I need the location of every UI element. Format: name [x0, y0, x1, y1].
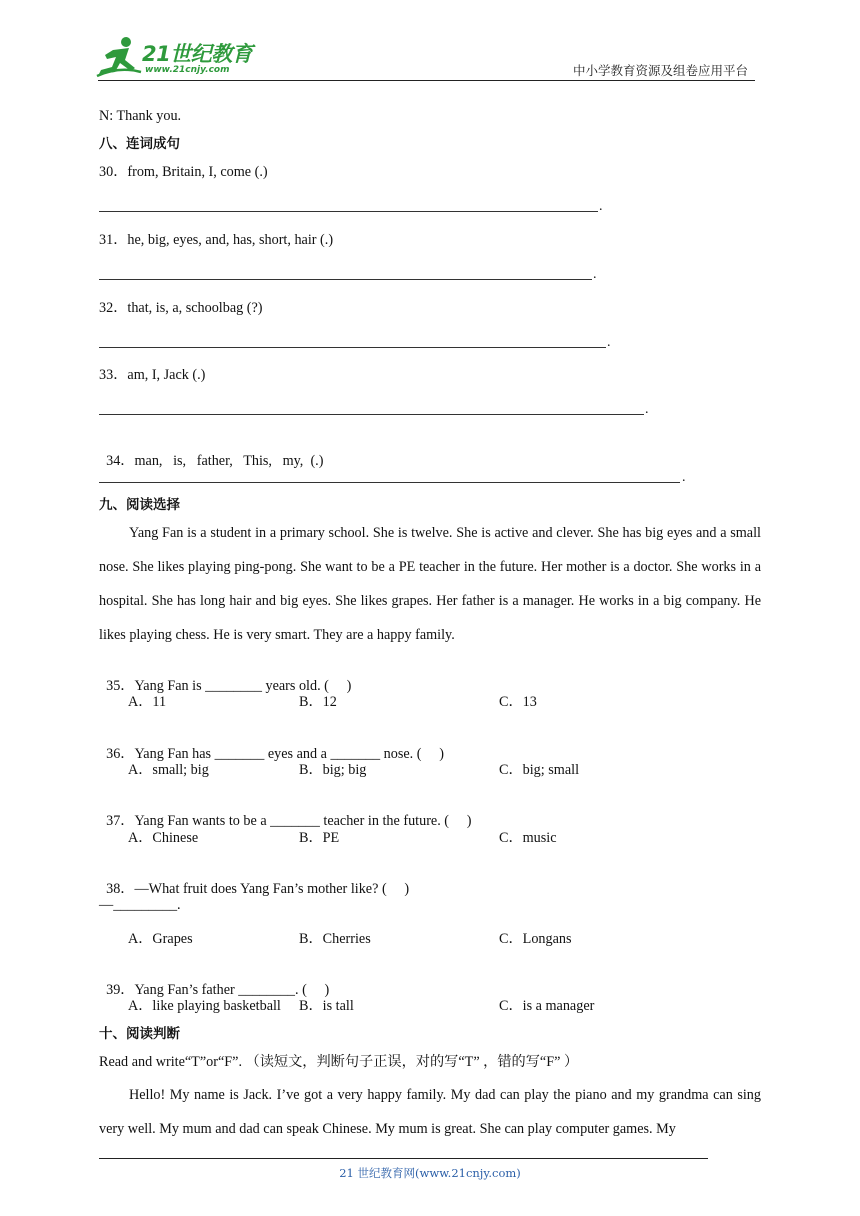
question-number: 39． — [106, 982, 135, 998]
question-37 — [99, 794, 472, 830]
answer-line-34[interactable] — [99, 482, 680, 483]
answer-end-mark: . — [599, 199, 603, 214]
question-32 — [99, 299, 263, 317]
option-c[interactable]: C．music — [499, 830, 557, 846]
section-10-instruction: Read and write“T”or“F”. （读短文，判断句子正误，对的写“T” ，错的写“F” ） — [99, 1054, 579, 1070]
question-38 — [99, 862, 409, 898]
option-c[interactable]: C．Longans — [499, 931, 572, 947]
option-a[interactable]: A．Chinese — [128, 830, 199, 846]
answer-end-mark: . — [593, 267, 597, 282]
answer-line-32[interactable] — [99, 347, 606, 348]
section-8-title: 八、连词成句 — [99, 136, 180, 152]
answer-line-31[interactable] — [99, 279, 592, 280]
option-a[interactable]: A．like playing basketball — [128, 998, 281, 1014]
question-number: 34． — [106, 453, 135, 469]
reading-passage-10: Hello! My name is Jack. I’ve got a very happy family. My dad can play the piano and my grandma can sing very well. My mum and dad can speak Chinese. My mum is great. She can play computer games. My — [99, 1087, 761, 1137]
question-33 — [99, 366, 205, 384]
question-text: that, is, a, schoolbag (?) — [127, 300, 263, 316]
logo-text: 21世纪教育 — [142, 42, 253, 66]
question-39 — [99, 963, 329, 999]
site-name: 中小学教育资源及组卷应用平台 — [573, 63, 749, 78]
question-text: from, Britain, I, come (.) — [127, 164, 268, 180]
section-9-title: 九、阅读选择 — [99, 497, 180, 513]
option-b[interactable]: B．12 — [299, 694, 337, 710]
option-c[interactable]: C．is a manager — [499, 998, 595, 1014]
question-text: Yang Fan wants to be a _______ teacher in the future. ( ) — [134, 813, 472, 829]
answer-line-30[interactable] — [99, 211, 598, 212]
question-text: Yang Fan has _______ eyes and a _______ nose. ( ) — [134, 746, 444, 762]
section-10-title: 十、阅读判断 — [99, 1026, 180, 1042]
question-number: 31． — [99, 232, 128, 248]
question-text: man, is, father, This, my, (.) — [134, 453, 324, 469]
question-number: 38． — [106, 881, 135, 897]
option-a[interactable]: A．small; big — [128, 762, 209, 778]
question-text: Yang Fan is ________ years old. ( ) — [134, 678, 352, 694]
answer-end-mark: . — [645, 402, 649, 417]
question-number: 32． — [99, 300, 128, 316]
option-b[interactable]: B．is tall — [299, 998, 354, 1014]
reading-passage-9: Yang Fan is a student in a primary school. She is twelve. She is active and clever. She has big eyes and a small nose. She likes playing ping-pong. She want to be a PE teacher in the future. Her mother is a doctor. She works in a hospital. She has long hair and big eyes. She likes grapes. Her father is a manager. He works in a big company. He likes playing chess. He is very smart. They are a happy family. — [99, 525, 761, 643]
option-c[interactable]: C．13 — [499, 694, 537, 710]
footer-rule — [99, 1158, 708, 1159]
option-b[interactable]: B．big; big — [299, 762, 367, 778]
question-35 — [99, 659, 351, 695]
header-logo — [95, 36, 260, 80]
question-31 — [99, 231, 333, 249]
question-number: 37． — [106, 813, 135, 829]
question-text: —What fruit does Yang Fan’s mother like? ( ) — [134, 881, 410, 897]
question-text: Yang Fan’s father ________. ( ) — [134, 982, 330, 998]
question-34 — [99, 434, 323, 470]
answer-line-33[interactable] — [99, 414, 644, 415]
intro-line: N: Thank you. — [99, 108, 182, 124]
option-a[interactable]: A．11 — [128, 694, 167, 710]
option-b[interactable]: B．PE — [299, 830, 340, 846]
header-rule — [98, 80, 755, 81]
logo-url: www.21cnjy.com — [145, 65, 230, 75]
question-number: 35． — [106, 678, 135, 694]
question-38-answer-blank[interactable]: —_________. — [99, 897, 181, 913]
question-number: 33． — [99, 367, 128, 383]
question-36 — [99, 727, 444, 763]
question-text: he, big, eyes, and, has, short, hair (.) — [127, 232, 334, 248]
question-number: 30． — [99, 164, 128, 180]
option-c[interactable]: C．big; small — [499, 762, 580, 778]
question-30 — [99, 163, 268, 181]
answer-end-mark: . — [682, 470, 686, 485]
footer-text: 21 世纪教育网(www.21cnjy.com) — [339, 1166, 521, 1180]
answer-end-mark: . — [607, 335, 611, 350]
runner-logo-icon — [95, 36, 143, 78]
option-a[interactable]: A．Grapes — [128, 931, 193, 947]
question-number: 36． — [106, 746, 135, 762]
question-text: am, I, Jack (.) — [127, 367, 206, 383]
option-b[interactable]: B．Cherries — [299, 931, 371, 947]
